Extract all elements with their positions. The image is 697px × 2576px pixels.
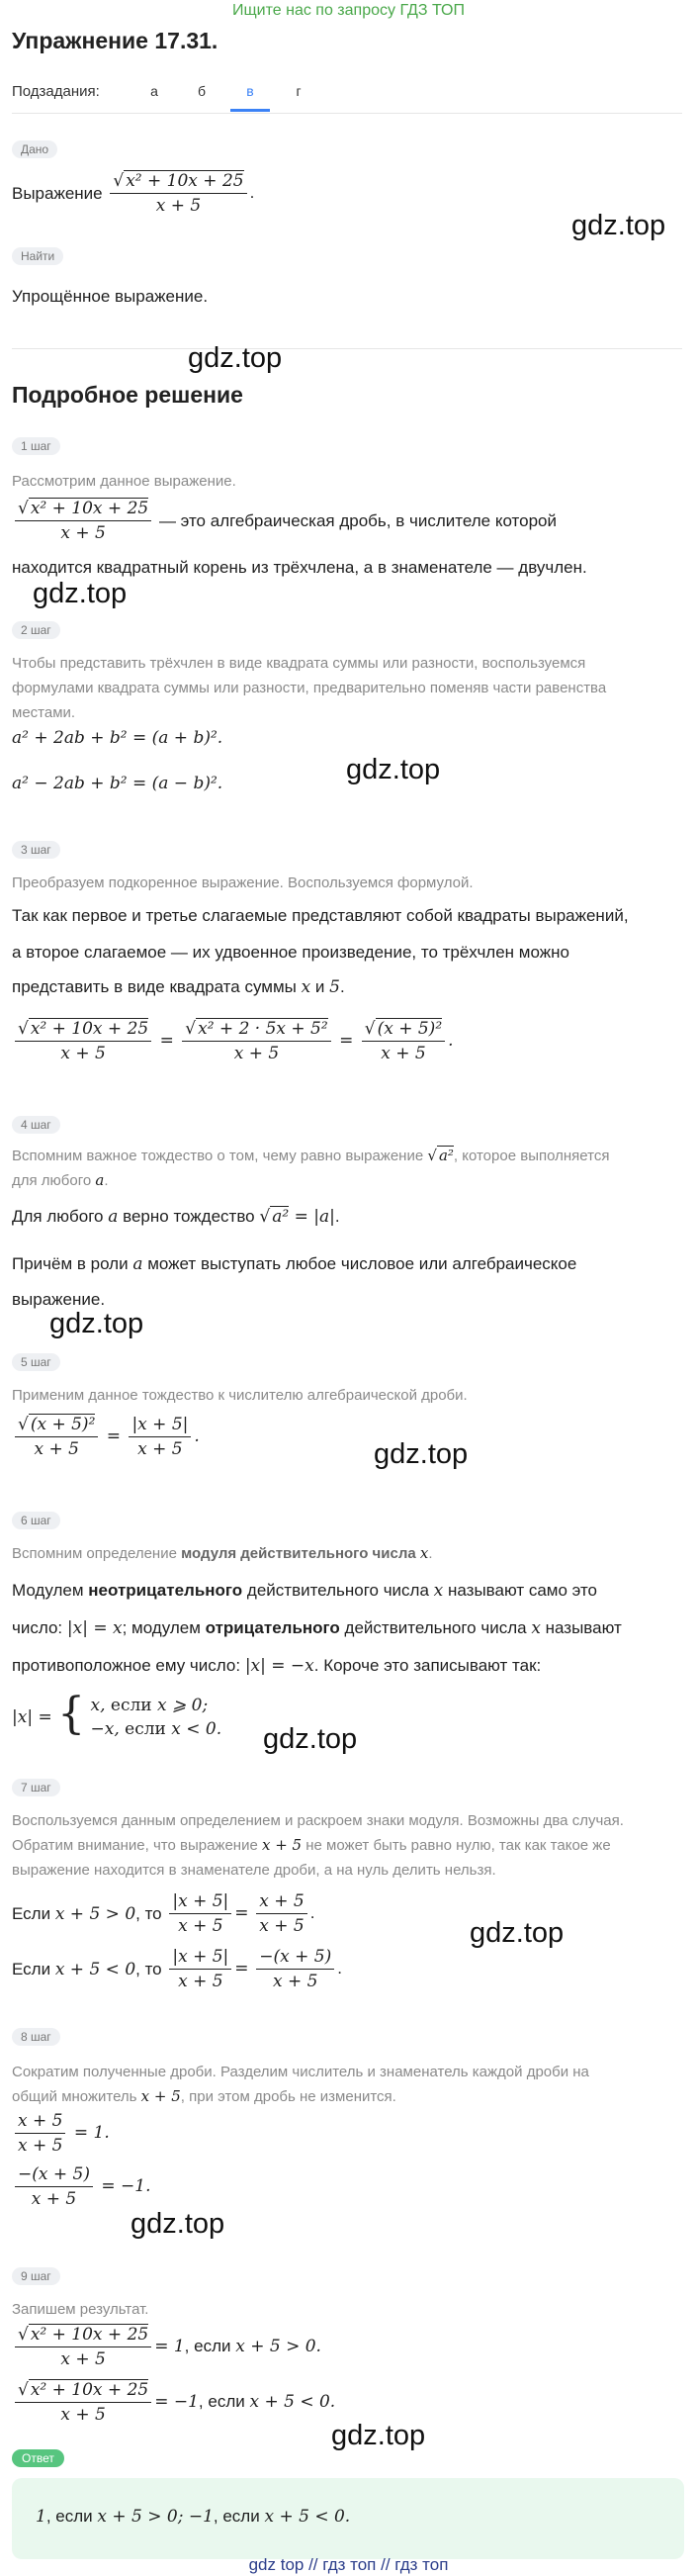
- page-title: Упражнение 17.31.: [12, 28, 218, 53]
- given-badge: Дано: [12, 140, 57, 158]
- step-3-transformation: $\frac{\text{√ x² + 10x + 25}}{x + 5}$ = $\frac{\text{√ x² + 2 · 5x + 5²}}{x + 5}$ = $\frac{\text{√ (x + 5)²}}{x + 5}$ .: [12, 1019, 454, 1063]
- step-6-badge: 6 шаг: [12, 1512, 60, 1529]
- step-1-desc: Рассмотрим данное выражение.: [12, 473, 236, 490]
- watermark: gdz.top: [571, 210, 666, 241]
- case-negative: Если x + 5 < 0, то $\frac{|x + 5|}{x + 5}$ = $\frac{-(x + 5)}{x + 5}$ .: [12, 1947, 342, 1991]
- given-expression: Выражение $\frac{\text{√ x² + 10x + 25}}{x + 5}$ .: [12, 171, 255, 216]
- footer-links[interactable]: gdz top // гдз топ // гдз топ: [248, 2555, 449, 2574]
- step-6-line2: число: |x| = x; модулем отрицательного действительного числа x называют: [12, 1618, 622, 1638]
- reduced-fraction-1: $\frac{x + 5}{x + 5}$ = 1.: [12, 2111, 110, 2156]
- watermark: gdz.top: [188, 342, 283, 374]
- step-8-desc: Сократим полученные дроби. Разделим числитель и знаменатель каждой дроби на общий множитель x + 5, при этом дробь не изменится.: [12, 2064, 589, 2105]
- tab-v[interactable]: в: [246, 83, 254, 99]
- formula-square-sum: a² + 2ab + b² = (a + b)².: [12, 728, 223, 748]
- step-3-line3: представить в виде квадрата суммы x и 5.: [12, 977, 345, 997]
- step-7-desc: Воспользуемся данным определением и раскроем знаки модуля. Возможны два случая. Обратим внимание, что выражение x + 5 не может быть равно нулю, так как такое же выражение находится в знаменателе дроби, а на нуль делить нельзя.: [12, 1812, 624, 1879]
- answer-text: 1, если x + 5 > 0; −1, если x + 5 < 0.: [36, 2507, 351, 2527]
- top-banner[interactable]: Ищите нас по запросу ГДЗ ТОП: [232, 2, 465, 19]
- watermark: gdz.top: [131, 2208, 225, 2240]
- step-1-badge: 1 шаг: [12, 437, 60, 455]
- subtasks-label: Подзадания:: [12, 83, 100, 100]
- tab-g[interactable]: г: [296, 83, 302, 99]
- given-label: Выражение: [12, 183, 103, 203]
- step-2-badge: 2 шаг: [12, 621, 60, 639]
- watermark: gdz.top: [263, 1723, 358, 1755]
- step-6-line3: противоположное ему число: |x| = −x. Короче это записывают так:: [12, 1656, 542, 1676]
- reduced-fraction-2: $\frac{-(x + 5)}{x + 5}$ = −1.: [12, 2164, 150, 2209]
- watermark: gdz.top: [470, 1917, 565, 1949]
- answer-badge: Ответ: [12, 2449, 64, 2467]
- result-1: $\frac{\text{√ x² + 10x + 25}}{x + 5}$ = 1, если x + 5 > 0.: [12, 2325, 321, 2369]
- step-4-line2: Причём в роли a может выступать любое числовое или алгебраическое: [12, 1254, 577, 1274]
- watermark: gdz.top: [33, 578, 128, 609]
- step-5-desc: Применим данное тождество к числителю алгебраической дроби.: [12, 1387, 468, 1404]
- step-6-line1: Модулем неотрицательного действительного числа x называют само это: [12, 1581, 598, 1601]
- step-3-line1: Так как первое и третье слагаемые представляют собой квадраты выражений,: [12, 906, 629, 925]
- step-5-badge: 5 шаг: [12, 1353, 60, 1371]
- divider: [12, 348, 682, 349]
- step-3-line2: а второе слагаемое — их удвоенное произведение, то трёхчлен можно: [12, 943, 569, 962]
- step-9-badge: 9 шаг: [12, 2267, 60, 2285]
- given-fraction: $\frac{\text{√ x² + 10x + 25}}{x + 5}$: [110, 171, 246, 216]
- watermark: gdz.top: [374, 1438, 469, 1470]
- active-tab-indicator: [230, 109, 270, 112]
- case-positive: Если x + 5 > 0, то $\frac{|x + 5|}{x + 5}$ = $\frac{x + 5}{x + 5}$ .: [12, 1891, 315, 1936]
- step-3-desc: Преобразуем подкоренное выражение. Воспользуемся формулой.: [12, 874, 474, 891]
- step-2-desc: Чтобы представить трёхчлен в виде квадрата суммы или разности, воспользуемся формулами квадрата суммы или разности, предварительно поменяв части равенства местами.: [12, 655, 607, 721]
- find-badge: Найти: [12, 247, 63, 265]
- step-5-expression: $\frac{\text{√ (x + 5)²}}{x + 5}$ = $\frac{|x + 5|}{x + 5}$ .: [12, 1415, 200, 1459]
- watermark: gdz.top: [331, 2420, 426, 2451]
- watermark: gdz.top: [49, 1308, 144, 1339]
- step-8-badge: 8 шаг: [12, 2028, 60, 2046]
- solution-title: Подробное решение: [12, 382, 243, 408]
- find-text: Упрощённое выражение.: [12, 287, 209, 306]
- step-4-line1: Для любого a верно тождество √ a² = |a|.: [12, 1207, 340, 1227]
- step-3-badge: 3 шаг: [12, 841, 60, 859]
- tab-a[interactable]: а: [150, 83, 158, 99]
- step-4-desc: Вспомним важное тождество о том, чему равно выражение √ a², которое выполняется для любого a.: [12, 1147, 610, 1189]
- result-2: $\frac{\text{√ x² + 10x + 25}}{x + 5}$ = −1, если x + 5 < 0.: [12, 2380, 335, 2425]
- step-7-badge: 7 шаг: [12, 1779, 60, 1796]
- watermark: gdz.top: [346, 754, 441, 785]
- modulus-definition: |x| = { x, если x ⩾ 0; −x, если x < 0.: [12, 1688, 222, 1739]
- formula-square-diff: a² − 2ab + b² = (a − b)².: [12, 774, 223, 793]
- step-1-expression: $\frac{\text{√ x² + 10x + 25}}{x + 5}$ — это алгебраическая дробь, в числителе которой: [12, 499, 557, 543]
- step-9-desc: Запишем результат.: [12, 2301, 149, 2318]
- step-1-line2: находится квадратный корень из трёхчлена, а в знаменателе — двучлен.: [12, 558, 587, 577]
- step-4-line3: выражение.: [12, 1290, 106, 1309]
- step-4-badge: 4 шаг: [12, 1116, 60, 1134]
- step-6-desc: Вспомним определение модуля действительного числа x.: [12, 1544, 433, 1562]
- divider: [12, 113, 682, 114]
- tab-b[interactable]: б: [197, 83, 207, 99]
